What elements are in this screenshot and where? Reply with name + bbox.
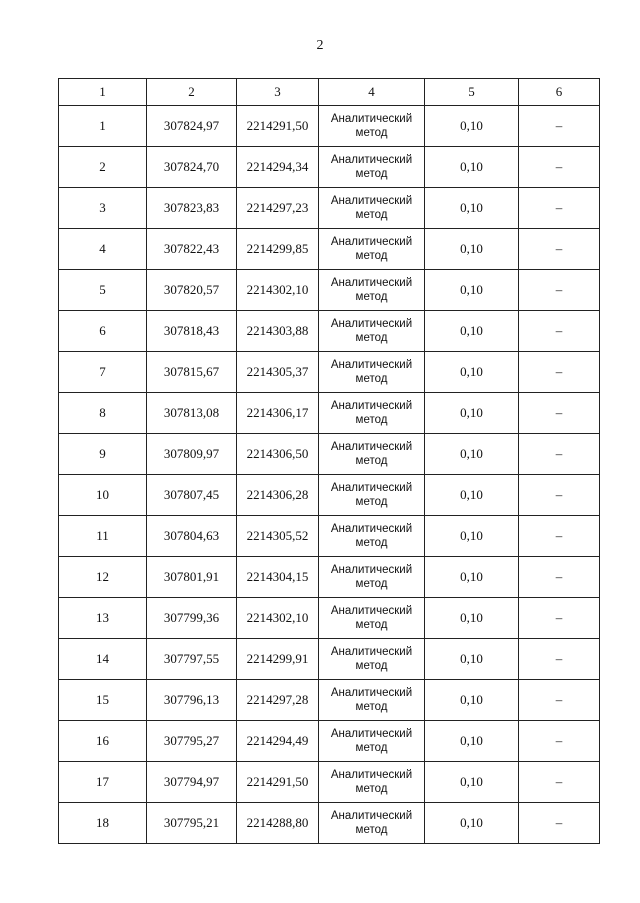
point-number-cell: 6: [59, 311, 147, 352]
note-cell: –: [519, 598, 600, 639]
note-cell: –: [519, 393, 600, 434]
method-text-line: Аналитический: [330, 113, 413, 125]
accuracy-cell: 0,10: [425, 762, 519, 803]
x-coordinate-cell: 307796,13: [147, 680, 237, 721]
y-coordinate-cell: 2214294,34: [237, 147, 319, 188]
point-number-cell: 1: [59, 106, 147, 147]
table-row: [59, 311, 600, 352]
method-text-line: метод: [355, 209, 388, 221]
accuracy-cell: 0,10: [425, 311, 519, 352]
x-coordinate-cell: 307822,43: [147, 229, 237, 270]
header-cell-1: 1: [59, 79, 147, 106]
point-number-cell: 13: [59, 598, 147, 639]
note-cell: –: [519, 557, 600, 598]
x-coordinate-cell: 307799,36: [147, 598, 237, 639]
method-text-line: метод: [355, 783, 388, 795]
note-cell: –: [519, 475, 600, 516]
method-text-line: Аналитический: [330, 810, 413, 822]
method-cell: [319, 229, 425, 270]
accuracy-cell: 0,10: [425, 475, 519, 516]
x-coordinate-cell: 307801,91: [147, 557, 237, 598]
method-text-line: Аналитический: [330, 359, 413, 371]
header-cell-6: 6: [519, 79, 600, 106]
note-cell: –: [519, 434, 600, 475]
method-text-line: Аналитический: [330, 277, 413, 289]
accuracy-cell: 0,10: [425, 352, 519, 393]
point-number-cell: 7: [59, 352, 147, 393]
point-number-cell: 15: [59, 680, 147, 721]
method-text-line: метод: [355, 701, 388, 713]
table-row: [59, 352, 600, 393]
note-cell: –: [519, 516, 600, 557]
point-number-cell: 9: [59, 434, 147, 475]
accuracy-cell: 0,10: [425, 188, 519, 229]
method-text-line: Аналитический: [330, 400, 413, 412]
method-cell: [319, 147, 425, 188]
method-text-line: Аналитический: [330, 523, 413, 535]
point-number-cell: 3: [59, 188, 147, 229]
note-cell: –: [519, 188, 600, 229]
x-coordinate-cell: 307823,83: [147, 188, 237, 229]
table-row: [59, 188, 600, 229]
method-text-line: метод: [355, 742, 388, 754]
y-coordinate-cell: 2214306,28: [237, 475, 319, 516]
x-coordinate-cell: 307809,97: [147, 434, 237, 475]
method-cell: [319, 352, 425, 393]
accuracy-cell: 0,10: [425, 270, 519, 311]
table-row: [59, 434, 600, 475]
method-text-line: метод: [355, 291, 388, 303]
point-number-cell: 17: [59, 762, 147, 803]
y-coordinate-cell: 2214299,85: [237, 229, 319, 270]
header-cell-4: 4: [319, 79, 425, 106]
y-coordinate-cell: 2214291,50: [237, 106, 319, 147]
y-coordinate-cell: 2214302,10: [237, 598, 319, 639]
x-coordinate-cell: 307824,97: [147, 106, 237, 147]
table-row: [59, 106, 600, 147]
point-number-cell: 18: [59, 803, 147, 844]
method-cell: [319, 106, 425, 147]
x-coordinate-cell: 307795,27: [147, 721, 237, 762]
method-text-line: метод: [355, 250, 388, 262]
note-cell: –: [519, 147, 600, 188]
accuracy-cell: 0,10: [425, 803, 519, 844]
method-text-line: Аналитический: [330, 564, 413, 576]
header-row: [59, 79, 600, 106]
method-text-line: метод: [355, 332, 388, 344]
note-cell: –: [519, 639, 600, 680]
accuracy-cell: 0,10: [425, 639, 519, 680]
y-coordinate-cell: 2214304,15: [237, 557, 319, 598]
table-row: [59, 803, 600, 844]
note-cell: –: [519, 270, 600, 311]
page-number: 2: [316, 38, 324, 53]
method-cell: [319, 680, 425, 721]
method-cell: [319, 721, 425, 762]
method-text-line: метод: [355, 824, 388, 836]
note-cell: –: [519, 106, 600, 147]
point-number-cell: 10: [59, 475, 147, 516]
method-text-line: Аналитический: [330, 728, 413, 740]
method-text-line: метод: [355, 537, 388, 549]
method-cell: [319, 557, 425, 598]
method-text-line: Аналитический: [330, 236, 413, 248]
method-cell: [319, 639, 425, 680]
table-row: [59, 680, 600, 721]
y-coordinate-cell: 2214291,50: [237, 762, 319, 803]
method-text-line: Аналитический: [330, 441, 413, 453]
y-coordinate-cell: 2214302,10: [237, 270, 319, 311]
x-coordinate-cell: 307824,70: [147, 147, 237, 188]
method-cell: [319, 311, 425, 352]
method-cell: [319, 598, 425, 639]
table-row: [59, 721, 600, 762]
method-text-line: метод: [355, 455, 388, 467]
method-cell: [319, 762, 425, 803]
note-cell: –: [519, 803, 600, 844]
x-coordinate-cell: 307820,57: [147, 270, 237, 311]
table-row: [59, 762, 600, 803]
method-cell: [319, 803, 425, 844]
note-cell: –: [519, 680, 600, 721]
header-cell-5: 5: [425, 79, 519, 106]
point-number-cell: 12: [59, 557, 147, 598]
method-text-line: метод: [355, 496, 388, 508]
x-coordinate-cell: 307804,63: [147, 516, 237, 557]
method-text-line: метод: [355, 414, 388, 426]
method-text-line: Аналитический: [330, 605, 413, 617]
table-row: [59, 557, 600, 598]
table-body: [59, 106, 600, 844]
method-cell: [319, 475, 425, 516]
table-row: [59, 639, 600, 680]
method-cell: [319, 516, 425, 557]
point-number-cell: 5: [59, 270, 147, 311]
x-coordinate-cell: 307797,55: [147, 639, 237, 680]
point-number-cell: 14: [59, 639, 147, 680]
y-coordinate-cell: 2214303,88: [237, 311, 319, 352]
y-coordinate-cell: 2214297,28: [237, 680, 319, 721]
y-coordinate-cell: 2214294,49: [237, 721, 319, 762]
method-text-line: метод: [355, 127, 388, 139]
method-text-line: Аналитический: [330, 154, 413, 166]
note-cell: –: [519, 311, 600, 352]
method-cell: [319, 270, 425, 311]
table-row: [59, 475, 600, 516]
table-row: [59, 598, 600, 639]
note-cell: –: [519, 352, 600, 393]
method-text-line: метод: [355, 619, 388, 631]
header-cell-3: 3: [237, 79, 319, 106]
note-cell: –: [519, 721, 600, 762]
accuracy-cell: 0,10: [425, 106, 519, 147]
method-text-line: Аналитический: [330, 769, 413, 781]
accuracy-cell: 0,10: [425, 147, 519, 188]
point-number-cell: 2: [59, 147, 147, 188]
accuracy-cell: 0,10: [425, 598, 519, 639]
accuracy-cell: 0,10: [425, 680, 519, 721]
method-text-line: Аналитический: [330, 482, 413, 494]
accuracy-cell: 0,10: [425, 229, 519, 270]
method-text-line: Аналитический: [330, 318, 413, 330]
method-text-line: Аналитический: [330, 646, 413, 658]
method-cell: [319, 393, 425, 434]
method-cell: [319, 434, 425, 475]
method-text-line: метод: [355, 578, 388, 590]
method-text-line: метод: [355, 168, 388, 180]
accuracy-cell: 0,10: [425, 393, 519, 434]
coordinates-table: [58, 78, 600, 844]
x-coordinate-cell: 307794,97: [147, 762, 237, 803]
y-coordinate-cell: 2214305,52: [237, 516, 319, 557]
y-coordinate-cell: 2214305,37: [237, 352, 319, 393]
table-row: [59, 393, 600, 434]
x-coordinate-cell: 307807,45: [147, 475, 237, 516]
note-cell: –: [519, 229, 600, 270]
accuracy-cell: 0,10: [425, 516, 519, 557]
table-header: [59, 79, 600, 106]
table-row: [59, 229, 600, 270]
accuracy-cell: 0,10: [425, 557, 519, 598]
method-text-line: метод: [355, 660, 388, 672]
method-text-line: метод: [355, 373, 388, 385]
x-coordinate-cell: 307795,21: [147, 803, 237, 844]
method-cell: [319, 188, 425, 229]
y-coordinate-cell: 2214297,23: [237, 188, 319, 229]
accuracy-cell: 0,10: [425, 434, 519, 475]
table-row: [59, 516, 600, 557]
x-coordinate-cell: 307815,67: [147, 352, 237, 393]
accuracy-cell: 0,10: [425, 721, 519, 762]
table-row: [59, 147, 600, 188]
point-number-cell: 16: [59, 721, 147, 762]
point-number-cell: 8: [59, 393, 147, 434]
header-cell-2: 2: [147, 79, 237, 106]
y-coordinate-cell: 2214299,91: [237, 639, 319, 680]
x-coordinate-cell: 307813,08: [147, 393, 237, 434]
y-coordinate-cell: 2214288,80: [237, 803, 319, 844]
x-coordinate-cell: 307818,43: [147, 311, 237, 352]
y-coordinate-cell: 2214306,17: [237, 393, 319, 434]
table-row: [59, 270, 600, 311]
point-number-cell: 4: [59, 229, 147, 270]
y-coordinate-cell: 2214306,50: [237, 434, 319, 475]
note-cell: –: [519, 762, 600, 803]
method-text-line: Аналитический: [330, 687, 413, 699]
point-number-cell: 11: [59, 516, 147, 557]
method-text-line: Аналитический: [330, 195, 413, 207]
